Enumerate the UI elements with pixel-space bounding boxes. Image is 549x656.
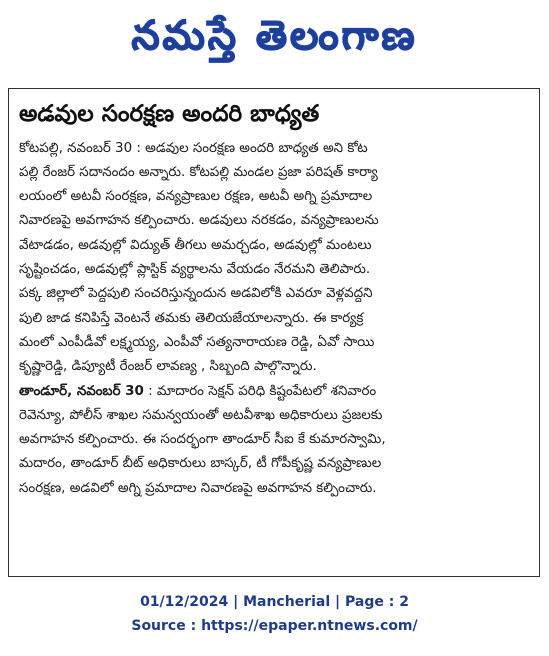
dateline-rest: : మాదారం సెక్షన్ పరిధి కిష్టంపేటలో శనివారం — [148, 383, 377, 399]
article-paragraph-2 — [19, 380, 529, 501]
paragraph-line: లయంలో అటవీ సంరక్షణ, వన్యప్రాణుల రక్షణ, అటవీ అగ్ని ప్రమాదాల — [19, 189, 373, 205]
article-paragraph-1 — [19, 137, 529, 380]
footer-source-link[interactable]: Source : https://epaper.ntnews.com/ — [131, 618, 418, 634]
paragraph-line — [19, 380, 529, 404]
paragraph-line: రెవెన్యూ, పోలీస్ శాఖల సమన్వయంతో అటవీశాఖ అధికారులు ప్రజలకు — [19, 407, 383, 423]
paragraph-line: కోటపల్లి, నవంబర్ 30 : అడవుల సంరక్షణ అందరి బాధ్యత అని కోట — [19, 140, 368, 156]
paragraph-line: మంలో ఎంపీడీవో లక్ష్మయ్య, ఎంపీవో సత్యనారాయణ రెడ్డి, ఏవో సాయి — [19, 334, 375, 350]
paragraph-line: సృష్టించడం, అడవుల్లో ప్లాస్టిక్ వ్యర్థాలను వేయడం నేరమని తెలిపారు. — [19, 262, 371, 278]
article-clipping — [8, 88, 540, 577]
paragraph-line: సంరక్షణ, అడవిలో అగ్ని ప్రమాదాల నివారణపై అవగాహన కల్పించారు. — [19, 480, 377, 496]
paragraph-line: పల్లి రేంజర్ సదానందం అన్నారు. కోటపల్లి మండల ప్రజా పరిషత్ కార్యా — [19, 164, 378, 180]
footer-edition-info: 01/12/2024 | Mancherial | Page : 2 — [140, 594, 409, 610]
article-headline: అడవుల సంరక్షణ అందరి బాధ్యత — [19, 101, 320, 127]
paragraph-line: పక్క జిల్లాలో పెద్దపులి సంచరిస్తున్నందున అడవిలోకి ఎవరూ వెళ్లవద్దని — [19, 286, 373, 302]
masthead-title: నమస్తే తెలంగాణ — [131, 13, 418, 59]
paragraph-line: మదారం, తాండూర్ బీట్ అధికారులు బాస్కర్, టీ గోపీకృష్ణ వన్యప్రాణుల — [19, 456, 382, 472]
paragraph-line: అవగాహన కల్పించారు. ఈ సందర్భంగా తాండూర్ సీఐ కే కుమారస్వామి, — [19, 432, 386, 448]
paragraph-line: వేటాడడం, అడవుల్లో విద్యుత్ తీగలు అమర్చడం, అడవుల్లో మంటలు — [19, 237, 372, 253]
paragraph-line: నివారణపై అవగాహన కల్పించారు. అడవులు నరకడం, వన్యప్రాణులను — [19, 213, 379, 229]
dateline: తాండూర్, నవంబర్ 30 — [19, 383, 144, 399]
paragraph-line: కృష్ణారెడ్డి, డిప్యూటీ రేంజర్ లావణ్య , సిబ్బంది పాల్గొన్నారు. — [19, 359, 317, 375]
paragraph-line: పులి జాడ కనిపిస్తే వెంటనే తమకు తెలియజేయాలన్నారు. ఈ కార్యక్ర — [19, 310, 364, 326]
newspaper-masthead — [0, 6, 549, 76]
